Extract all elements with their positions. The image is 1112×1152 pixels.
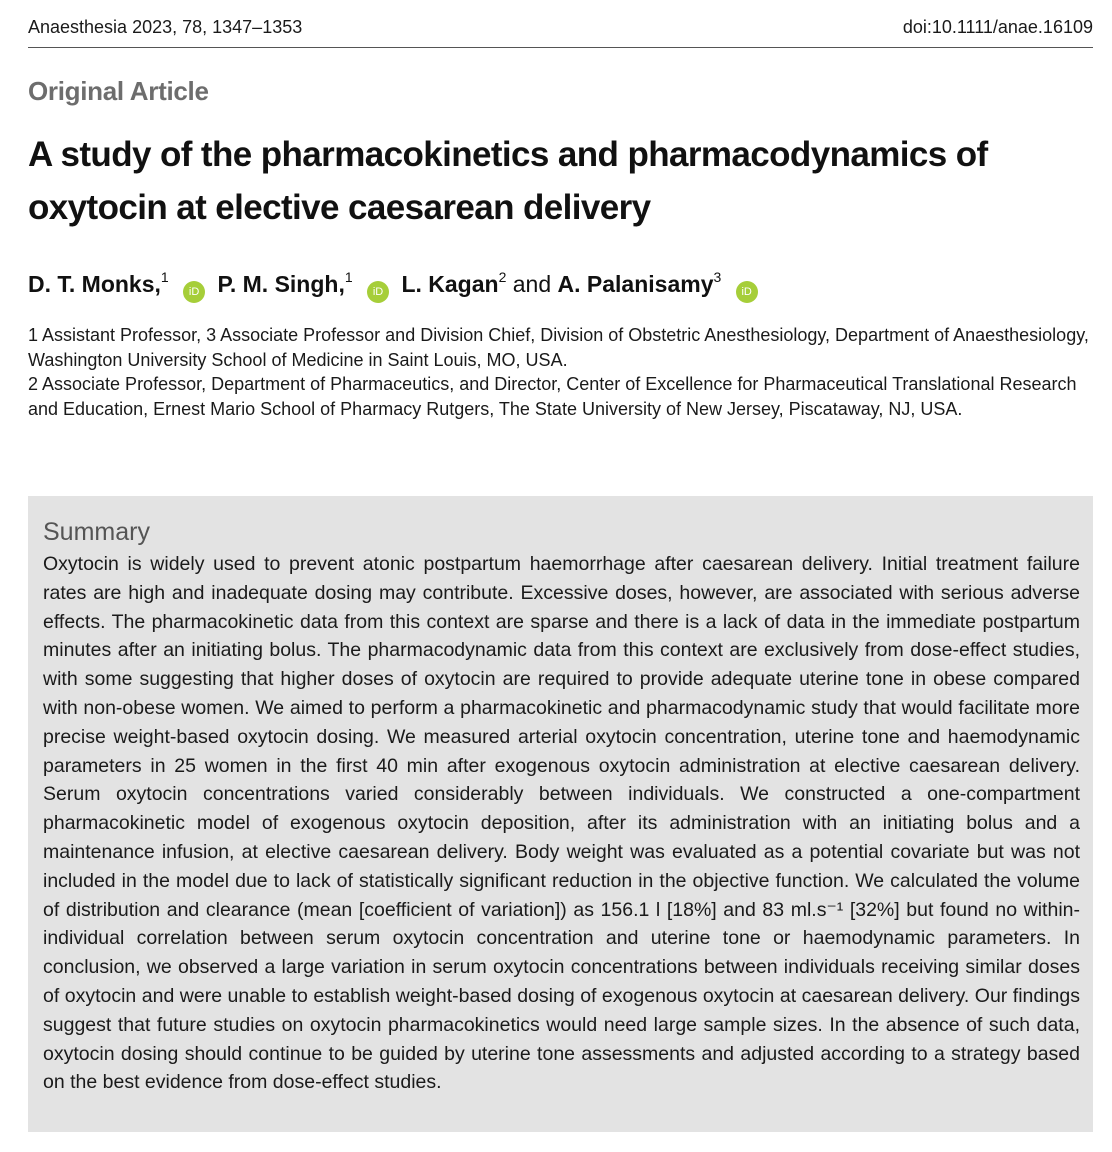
affiliations	[28, 323, 1098, 421]
article-type-label: Original Article	[28, 76, 209, 106]
affiliation-item: 1 Assistant Professor, 3 Associate Professor and Division Chief, Division of Obstetric Anesthesiology, Department of Anaesthesiology, Washington University School of Medicine in Saint Louis, MO, USA.	[28, 325, 1089, 370]
journal-citation: Anaesthesia 2023, 78, 1347–1353	[28, 17, 303, 37]
affiliation-marker: 1	[160, 269, 169, 285]
affiliation-item: 2 Associate Professor, Department of Pharmaceutics, and Director, Center of Excellence for Pharmaceutical Translational Research and Education, Ernest Mario School of Pharmacy Rutgers, The State University of New Jersey, Piscataway, NJ, USA.	[28, 374, 1077, 419]
orcid-icon[interactable]: iD	[183, 281, 205, 303]
author-name[interactable]: P. M. Singh,	[217, 271, 345, 297]
summary-text: Oxytocin is widely used to prevent atonic postpartum haemorrhage after caesarean delivery. Initial treatment failure rates are high and inadequate dosing may contribute. Excessive doses, however, are associated with serious adverse effects. The pharmacokinetic data from this context are sparse and there is a lack of data in the immediate postpartum minutes after an initiating bolus. The pharmacodynamic data from this context are exclusively from dose-effect studies, with some suggesting that higher doses of oxytocin are required to provide adequate uterine tone in obese compared with non-obese women. We aimed to perform a pharmacokinetic and pharmacodynamic study that would facilitate more precise weight-based oxytocin dosing. We measured arterial oxytocin concentration, uterine tone and haemodynamic parameters in 25 women in the first 40 min after exogenous oxytocin administration at elective caesarean delivery. Serum oxytocin concentrations varied considerably between individuals. We constructed a one-compartment pharmacokinetic model of exogenous oxytocin deposition, after its administration with an initiating bolus and a maintenance infusion, at elective caesarean delivery. Body weight was evaluated as a potential covariate but was not included in the model due to lack of statistically significant reduction in the objective function. We calculated the volume of distribution and clearance (mean [coefficient of variation]) as 156.1 l [18%] and 83 ml.s⁻¹ [32%] but found no within-individual correlation between serum oxytocin concentration and uterine tone or haemodynamic parameters. In conclusion, we observed a large variation in serum oxytocin concentrations between individuals receiving similar doses of oxytocin and were unable to establish weight-based dosing of exogenous oxytocin at caesarean delivery. Our findings suggest that future studies on oxytocin pharmacokinetics would need large sample sizes. In the absence of such data, oxytocin dosing should continue to be guided by uterine tone assessments and adjusted according to a strategy based on the best evidence from dose-effect studies.	[43, 553, 1080, 1094]
running-header	[28, 14, 1093, 48]
affiliation-marker: 3	[713, 269, 722, 285]
author-name[interactable]: D. T. Monks,	[28, 271, 161, 297]
doi-link[interactable]: doi:10.1111/anae.16109	[902, 17, 1093, 37]
affiliation-marker: 2	[498, 269, 507, 285]
article-title: A study of the pharmacokinetics and pharmacodynamics of oxytocin at elective caesarean delivery	[28, 135, 988, 227]
summary-heading: Summary	[43, 518, 150, 546]
summary-box	[28, 496, 1093, 1132]
author-name[interactable]: L. Kagan	[401, 271, 499, 297]
author-conjunction: and	[512, 271, 552, 297]
author-list	[28, 266, 1103, 303]
affiliation-marker: 1	[344, 269, 353, 285]
author-name[interactable]: A. Palanisamy	[557, 271, 714, 297]
orcid-icon[interactable]: iD	[367, 281, 389, 303]
orcid-icon[interactable]: iD	[736, 281, 758, 303]
